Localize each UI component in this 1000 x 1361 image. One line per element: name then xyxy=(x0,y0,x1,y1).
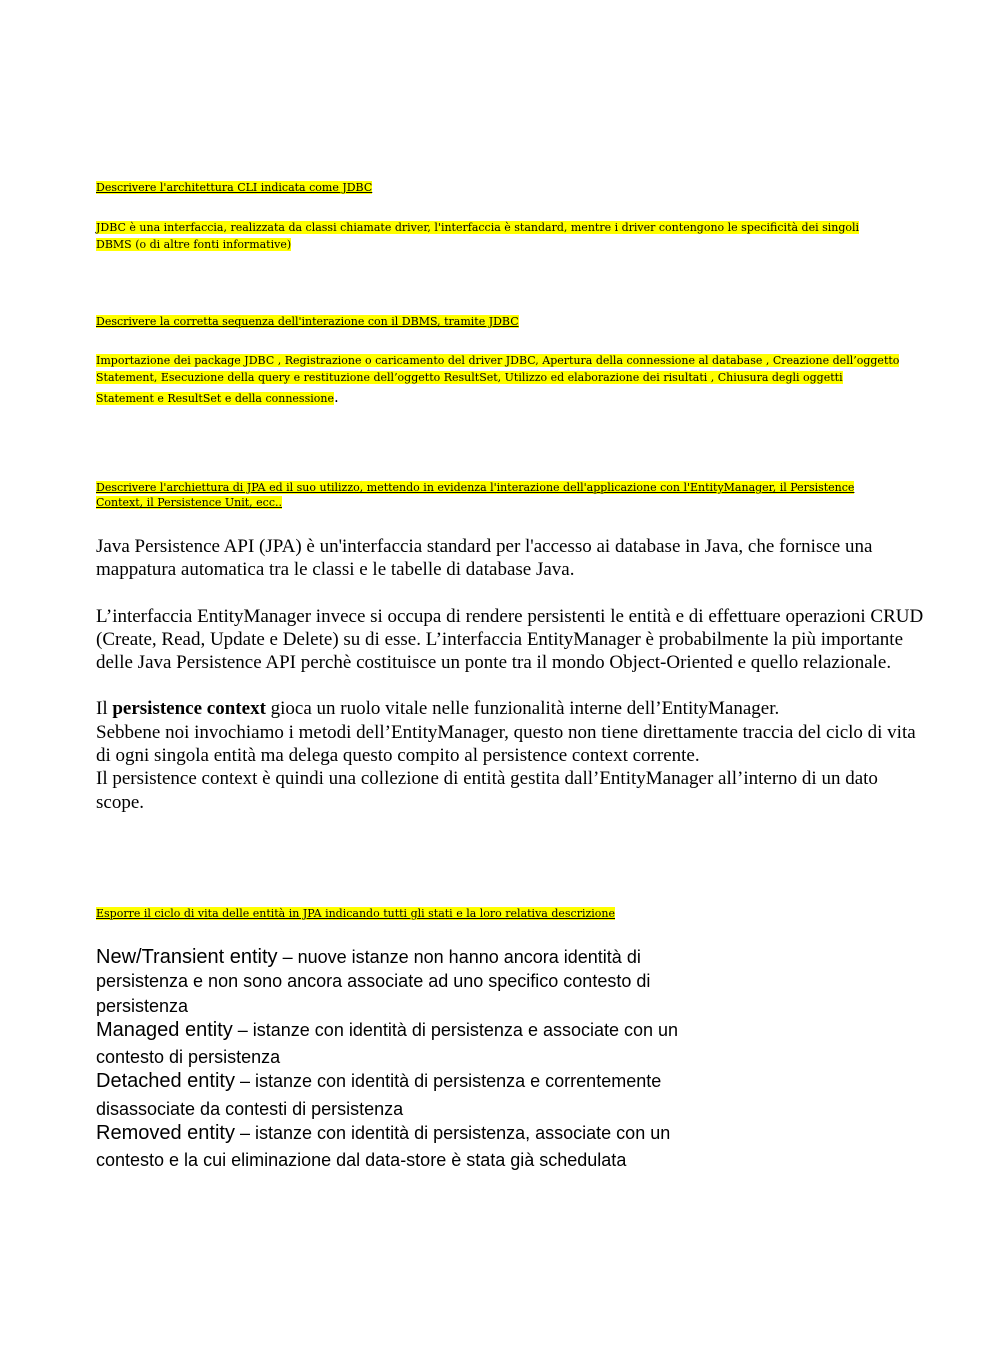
state-description: persistenza e non sono ancora associate ad uno specifico contesto di xyxy=(96,971,651,992)
state-name: New/Transient entity xyxy=(96,946,278,968)
answer-2-line-3: Statement e ResultSet e della connessione xyxy=(96,392,334,405)
question-2 xyxy=(96,314,519,329)
state-managed xyxy=(96,1018,796,1070)
state-removed xyxy=(96,1121,796,1173)
jpa-description xyxy=(96,535,926,814)
answer-1 xyxy=(96,219,859,253)
question-1-text: Descrivere l'architettura CLI indicata come JDBC xyxy=(96,181,373,194)
answer-2-line-1: Importazione dei package JDBC , Registrazione o caricamento del driver JDBC, Apertura della connessione al database , Creazione dell’oggetto xyxy=(96,354,900,367)
state-name: Removed entity xyxy=(96,1122,235,1145)
state-description: persistenza xyxy=(96,995,189,1016)
state-description: – istanze con identità di persistenza, associate con un xyxy=(234,1123,671,1144)
answer-2-end-mark: . xyxy=(333,388,339,406)
answer-1-line-1: JDBC è una interfaccia, realizzata da classi chiamate driver, l'interfaccia è standard, mentre i driver contengono le specificità dei singoli xyxy=(96,221,860,234)
state-description: contesto di persistenza xyxy=(96,1047,281,1068)
state-name: Detached entity xyxy=(96,1070,235,1093)
state-name: Managed entity xyxy=(96,1018,233,1041)
jpa-paragraph-3 xyxy=(96,697,926,813)
question-2-text: Descrivere la corretta sequenza dell'interazione con il DBMS, tramite JDBC xyxy=(96,315,519,328)
question-1 xyxy=(96,180,372,195)
state-description: disassociate da contesti di persistenza xyxy=(96,1098,404,1119)
state-description: – nuove istanze non hanno ancora identità di xyxy=(277,947,641,967)
state-description: – istanze con identità di persistenza e associate con un xyxy=(232,1019,679,1040)
question-4 xyxy=(96,906,615,921)
answer-1-line-2: DBMS (o di altre fonti informative) xyxy=(96,238,292,251)
answer-2 xyxy=(96,352,899,407)
jpa-paragraph-3-rest: gioca un ruolo vitale nelle funzionalità interne dell’EntityManager. xyxy=(265,698,780,720)
state-description: contesto e la cui eliminazione dal data-store è stata già schedulata xyxy=(96,1150,627,1171)
question-4-text: Esporre il ciclo di vita delle entità in JPA indicando tutti gli stati e la loro relativa descrizione xyxy=(96,907,616,920)
state-detached xyxy=(96,1069,796,1121)
question-3-line-1: Descrivere l'archiettura di JPA ed il suo utilizzo, mettendo in evidenza l'interazione dell'applicazione con l'EntityManager, il Persistence xyxy=(96,481,855,494)
answer-2-line-2: Statement, Esecuzione della query e restituzione dell’oggetto ResultSet, Utilizzo ed elaborazione dei risultati , Chiusura degli oggetti xyxy=(96,371,843,384)
jpa-paragraph-1: Java Persistence API (JPA) è un'interfaccia standard per l'accesso ai database in Java, che fornisce una mappatura automatica tra le classi e le tabelle di database Java. xyxy=(96,536,873,581)
question-3-line-2: Context, il Persistence Unit, ecc.. xyxy=(96,496,282,509)
persistence-context-term: persistence context xyxy=(112,698,266,720)
state-new-transient xyxy=(96,945,796,1018)
question-3 xyxy=(96,480,854,510)
jpa-paragraph-3-prefix: Il xyxy=(96,698,113,720)
jpa-paragraph-3-line-2: Sebbene noi invochiamo i metodi dell’EntityManager, questo non tiene direttamente traccia del ciclo di vita di ogni singola entità ma delega questo compito al persistence context corrente. xyxy=(96,721,916,767)
jpa-paragraph-2: L’interfaccia EntityManager invece si occupa di rendere persistenti le entità e di effettuare operazioni CRUD (Create, Read, Update e Delete) su di esse. L’interfaccia EntityManager è probabilmente la più importante delle Java Persistence API perchè costituisce un ponte tra il mondo Object-Oriented e quello relazionale. xyxy=(96,605,924,674)
entity-states-list xyxy=(96,945,796,1173)
jpa-paragraph-3-line-3: Il persistence context è quindi una collezione di entità gestita dall’EntityManager all’interno di un dato scope. xyxy=(96,768,878,813)
state-description: – istanze con identità di persistenza e correntemente xyxy=(234,1071,662,1092)
